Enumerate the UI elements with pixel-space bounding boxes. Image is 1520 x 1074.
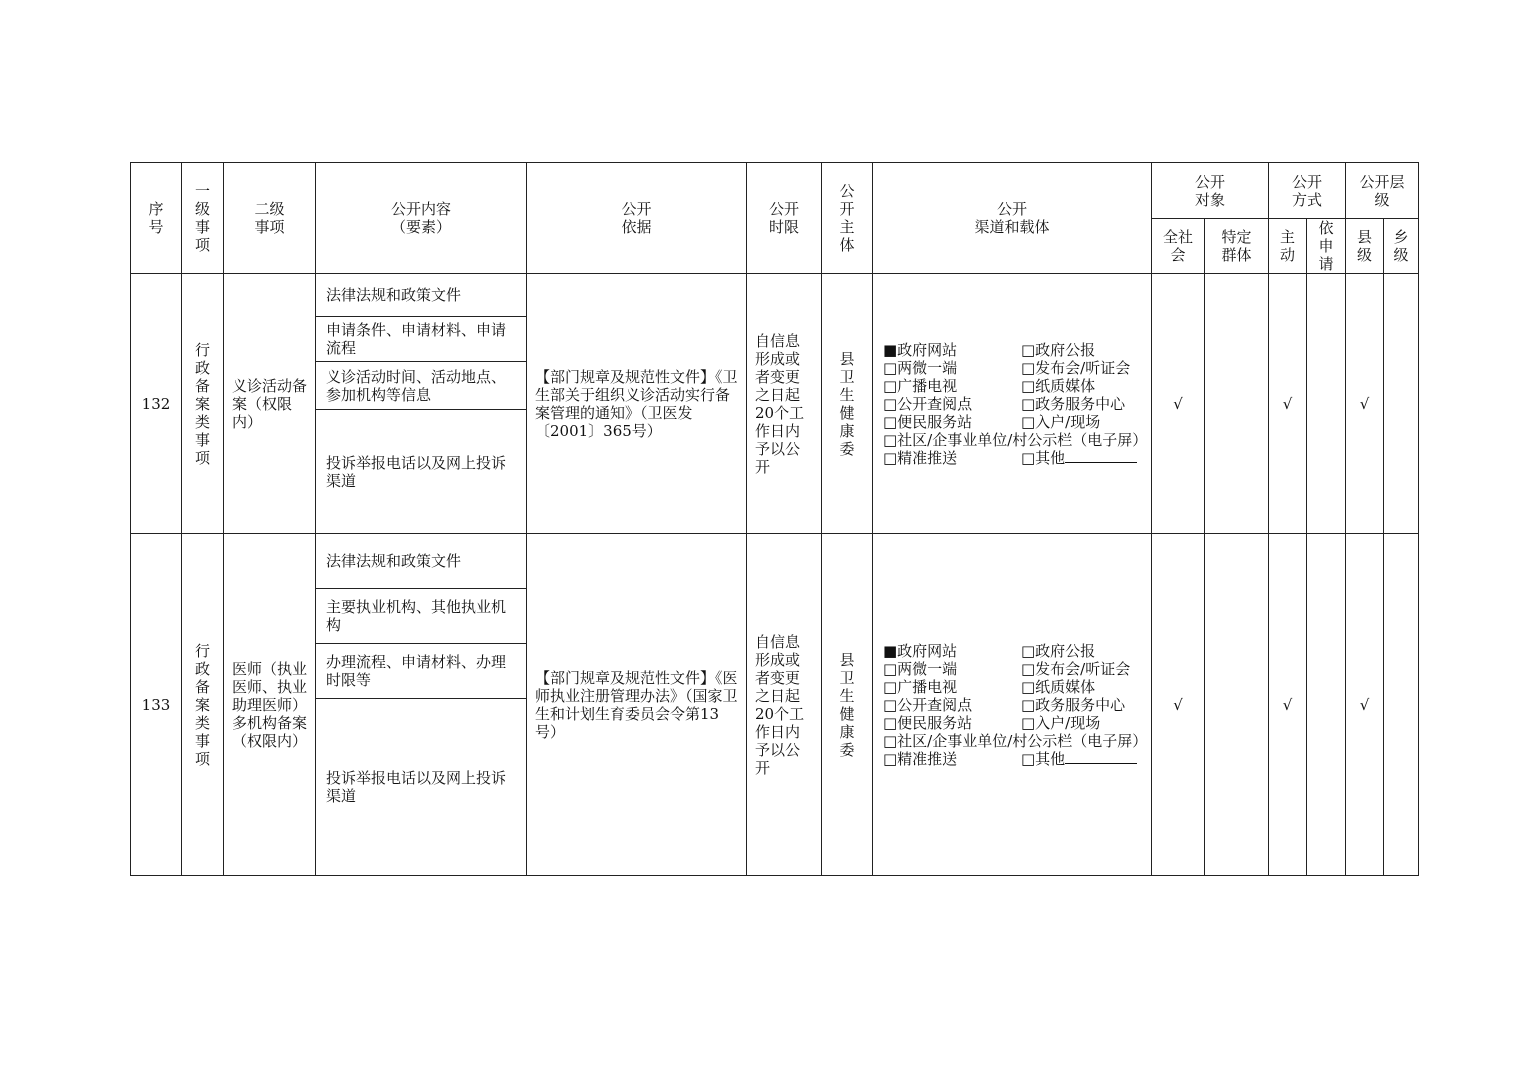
channel-list bbox=[873, 341, 1151, 467]
row-content-item: 义诊活动时间、活动地点、参加机构等信息 bbox=[316, 362, 527, 410]
channel-item: □精准推送 bbox=[883, 749, 958, 768]
row-level-county: √ bbox=[1346, 274, 1384, 534]
row-target-all: √ bbox=[1152, 534, 1205, 876]
header-method-apply: 依申请 bbox=[1307, 219, 1346, 274]
row-level1: 行政备案类事项 bbox=[182, 274, 224, 534]
header-level-county: 县级 bbox=[1346, 219, 1384, 274]
header-row-1 bbox=[131, 163, 1419, 219]
disclosure-table bbox=[130, 162, 1419, 876]
row-level-town bbox=[1384, 534, 1419, 876]
channel-item: □广播电视 bbox=[883, 376, 958, 395]
table-row bbox=[131, 274, 1419, 317]
channel-item: □入户/现场 bbox=[1021, 412, 1101, 431]
header-method-active: 主动 bbox=[1269, 219, 1307, 274]
header-level-town: 乡级 bbox=[1384, 219, 1419, 274]
row-level2: 义诊活动备案（权限内） bbox=[224, 274, 316, 534]
row-content-item: 投诉举报电话以及网上投诉渠道 bbox=[316, 410, 527, 534]
channel-item: □政府公报 bbox=[1021, 340, 1096, 359]
row-subject: 县卫生健康委 bbox=[822, 274, 873, 534]
channel-item: □广播电视 bbox=[883, 677, 958, 696]
row-level-county: √ bbox=[1346, 534, 1384, 876]
header-level: 公开层 级 bbox=[1346, 163, 1419, 219]
channel-item: □纸质媒体 bbox=[1021, 677, 1096, 696]
row-target-all: √ bbox=[1152, 274, 1205, 534]
header-time: 公开 时限 bbox=[747, 163, 822, 274]
header-channel: 公开 渠道和载体 bbox=[873, 163, 1152, 274]
row-target-specific bbox=[1205, 274, 1269, 534]
row-basis: 【部门规章及规范性文件】《卫生部关于组织义诊活动实行备案管理的通知》（卫医发〔2001〕365号） bbox=[527, 274, 747, 534]
header-method: 公开 方式 bbox=[1269, 163, 1346, 219]
row-method-apply bbox=[1307, 274, 1346, 534]
channel-item: □政务服务中心 bbox=[1021, 695, 1126, 714]
row-method-apply bbox=[1307, 534, 1346, 876]
channel-item: □其他 bbox=[1021, 750, 1145, 768]
row-content-item: 法律法规和政策文件 bbox=[316, 274, 527, 317]
channel-item: ■政府网站 bbox=[883, 340, 958, 359]
row-method-active: √ bbox=[1269, 534, 1307, 876]
row-subject: 县卫生健康委 bbox=[822, 534, 873, 876]
row-content-item: 投诉举报电话以及网上投诉渠道 bbox=[316, 699, 527, 876]
header-content: 公开内容 （要素） bbox=[316, 163, 527, 274]
channel-item: □便民服务站 bbox=[883, 713, 973, 732]
header-target-specific: 特定 群体 bbox=[1205, 219, 1269, 274]
row-level-town bbox=[1384, 274, 1419, 534]
channel-item: □发布会/听证会 bbox=[1021, 358, 1131, 377]
channel-item: □精准推送 bbox=[883, 448, 958, 467]
channel-item: □其他 bbox=[1021, 449, 1145, 467]
table-row bbox=[131, 534, 1419, 589]
channel-item: □入户/现场 bbox=[1021, 713, 1101, 732]
row-content-item: 申请条件、申请材料、申请流程 bbox=[316, 317, 527, 362]
channel-list bbox=[873, 642, 1151, 768]
channel-item: □社区/企事业单位/村公示栏（电子屏） bbox=[883, 430, 1148, 449]
row-method-active: √ bbox=[1269, 274, 1307, 534]
channel-item: □两微一端 bbox=[883, 659, 958, 678]
row-channels bbox=[873, 274, 1152, 534]
row-seq: 133 bbox=[131, 534, 182, 876]
row-time-limit: 自信息形成或者变更之日起20个工作日内予以公开 bbox=[747, 274, 822, 534]
row-seq: 132 bbox=[131, 274, 182, 534]
channel-item: □发布会/听证会 bbox=[1021, 659, 1131, 678]
channel-item: □公开查阅点 bbox=[883, 394, 973, 413]
row-level2: 医师（执业医师、执业助理医师）多机构备案（权限内） bbox=[224, 534, 316, 876]
channel-item: □政务服务中心 bbox=[1021, 394, 1126, 413]
row-content-item: 办理流程、申请材料、办理时限等 bbox=[316, 644, 527, 699]
header-seq: 序号 bbox=[131, 163, 182, 274]
channel-item: □政府公报 bbox=[1021, 641, 1096, 660]
header-subject: 公开主体 bbox=[822, 163, 873, 274]
row-time-limit: 自信息形成或者变更之日起20个工作日内予以公开 bbox=[747, 534, 822, 876]
row-content-item: 主要执业机构、其他执业机构 bbox=[316, 589, 527, 644]
row-target-specific bbox=[1205, 534, 1269, 876]
row-basis: 【部门规章及规范性文件】《医师执业注册管理办法》（国家卫生和计划生育委员会令第13号） bbox=[527, 534, 747, 876]
header-target-all: 全社会 bbox=[1152, 219, 1205, 274]
row-channels bbox=[873, 534, 1152, 876]
channel-item: □便民服务站 bbox=[883, 412, 973, 431]
channel-item: □纸质媒体 bbox=[1021, 376, 1096, 395]
header-basis: 公开 依据 bbox=[527, 163, 747, 274]
header-target: 公开 对象 bbox=[1152, 163, 1269, 219]
channel-item: □社区/企事业单位/村公示栏（电子屏） bbox=[883, 731, 1148, 750]
header-level2: 二级 事项 bbox=[224, 163, 316, 274]
header-level1: 一级事项 bbox=[182, 163, 224, 274]
channel-item: ■政府网站 bbox=[883, 641, 958, 660]
row-level1: 行政备案类事项 bbox=[182, 534, 224, 876]
channel-item: □公开查阅点 bbox=[883, 695, 973, 714]
channel-item: □两微一端 bbox=[883, 358, 958, 377]
row-content-item: 法律法规和政策文件 bbox=[316, 534, 527, 589]
